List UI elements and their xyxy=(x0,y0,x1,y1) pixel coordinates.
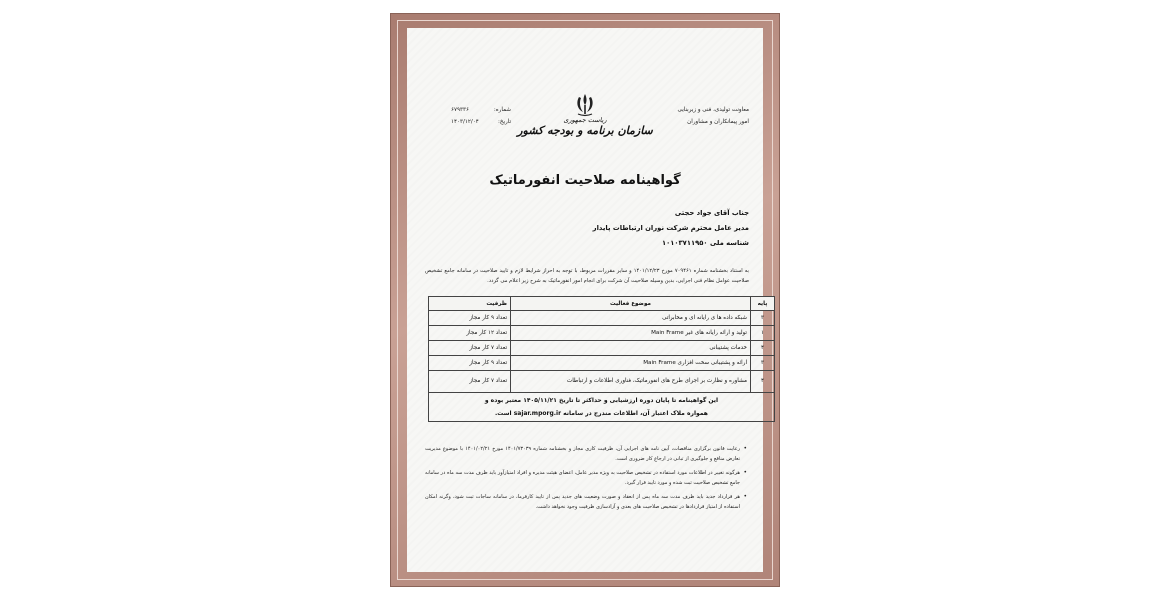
deputy-line-1: معاونت تولیدی، فنی و زیربنایی xyxy=(677,107,749,113)
validity-line-2: همواره ملاک اعتبار آن، اطلاعات مندرج در سامانه sajar.mporg.ir است. xyxy=(495,410,708,417)
letter-meta xyxy=(451,104,511,128)
row-grade: ۳ xyxy=(751,356,775,371)
row-subject: ارائه و پشتیبانی سخت افزاری Main Frame xyxy=(511,356,751,371)
table-row xyxy=(429,311,775,326)
letter-number-row xyxy=(451,104,511,116)
activities-table xyxy=(428,296,775,422)
notes-list xyxy=(425,444,747,516)
row-capacity: تعداد ۹ کار مجاز xyxy=(429,356,511,371)
org-name: سازمان برنامه و بودجه کشور xyxy=(517,124,653,137)
certificate-title: گواهینامه صلاحیت انفورماتیک xyxy=(489,173,681,188)
deputy-line-2: امور پیمانکاران و مشاوران xyxy=(687,119,749,125)
national-id: شناسه ملی ۱۰۱۰۳۷۱۱۹۵۰ xyxy=(661,239,749,247)
recipient-block xyxy=(593,206,749,251)
row-capacity: تعداد ۱۲ کار مجاز xyxy=(429,326,511,341)
row-grade: ۳ xyxy=(751,311,775,326)
col-capacity-header: ظرفیت xyxy=(429,297,511,311)
table-row xyxy=(429,341,775,356)
row-grade: ۱ xyxy=(751,326,775,341)
col-subject-header: موضوع فعالیت xyxy=(511,297,751,311)
col-grade-header: پایه xyxy=(751,297,775,311)
row-capacity: تعداد ۹ کار مجاز xyxy=(429,311,511,326)
certificate-paper xyxy=(407,28,768,572)
row-grade: ۴ xyxy=(751,371,775,393)
validity-line-1: این گواهینامه تا پایان دوره ارزشیابی و حداکثر تا تاریخ ۱۴۰۵/۱۱/۲۱ معتبر بوده و xyxy=(484,397,719,404)
list-item: • رعایت قانون برگزاری مناقصات، آیین نامه های اجرایی آن، ظرفیت کاری مجاز و بخشنامه شماره ۱۴۰۱/۷۳۰۳۹ مورخ ۱۴۰۱/۰۲/۲۱ با موضوع مدیریت تعارض منافع و جلوگیری از تبانی در ارجاع کار ضروری است. xyxy=(425,444,747,464)
intro-paragraph: به استناد بخشنامه شماره ۷۰۹۴۶۱ مورخ ۱۴۰۱/۱۲/۲۳ و سایر مقررات مربوط، با توجه به احراز شرایط لازم و تایید صلاحیت در سامانه جامع تشخیص صلاحیت عوامل نظام فنی اجرایی، بدین وسیله صلاحیت آن شرکت برای انجام امور انفورماتیک به شرح زیر اعلام می گردد. xyxy=(425,268,749,284)
org-top-line: ریاست جمهوری xyxy=(563,116,607,124)
list-item: • هر قرارداد جدید باید ظرف مدت سه ماه پس از انعقاد و صورت وضعیت های جدید پس از تایید کارفرما، در سامانه ساجات ثبت شود، وگرنه امکان استفاده از امتیاز قراردادها در تشخیص صلاحیت های بعدی و آزادسازی ظرفیت وجود نخواهد داشت. xyxy=(425,492,747,512)
date-label: تاریخ: xyxy=(497,119,511,125)
number-value: ۶۷۹۳۳۶ xyxy=(451,107,470,113)
table-header-row xyxy=(429,297,775,311)
table-row xyxy=(429,326,775,341)
row-capacity: تعداد ۷ کار مجاز xyxy=(429,341,511,356)
row-subject: خدمات پشتیبانی xyxy=(511,341,751,356)
deputy-info xyxy=(678,104,749,128)
number-label: شماره: xyxy=(493,107,511,113)
row-grade: ۴ xyxy=(751,341,775,356)
certificate-frame xyxy=(390,13,780,587)
row-subject: مشاوره و نظارت بر اجرای طرح های انفورماتیک، فناوری اطلاعات و ارتباطات xyxy=(511,371,751,393)
row-subject: شبکه داده ها ی رایانه ای و مخابراتی xyxy=(511,311,751,326)
letter-date-row xyxy=(451,116,511,128)
table-row xyxy=(429,356,775,371)
validity-row xyxy=(429,393,775,422)
iran-emblem-icon xyxy=(570,92,600,118)
row-subject: تولید و ارائه رایانه های غیر Main Frame xyxy=(511,326,751,341)
recipient-name: جناب آقای جواد حجتی xyxy=(674,209,749,217)
recipient-position: مدیر عامل محترم شرکت نوران ارتباطات پایدار xyxy=(592,224,749,232)
table-row xyxy=(429,371,775,393)
validity-cell xyxy=(429,393,775,422)
list-item: • هرگونه تغییر در اطلاعات مورد استفاده در تشخیص صلاحیت به ویژه مدیر عامل، اعضای هیئت مدیره و افراد امتیازآور باید ظرف مدت سه ماه در سامانه جامع تشخیص صلاحیت ثبت شده و مورد تایید قرار گیرد. xyxy=(425,468,747,488)
date-value: ۱۴۰۳/۱۲/۰۴ xyxy=(451,119,479,125)
row-capacity: تعداد ۷ کار مجاز xyxy=(429,371,511,393)
